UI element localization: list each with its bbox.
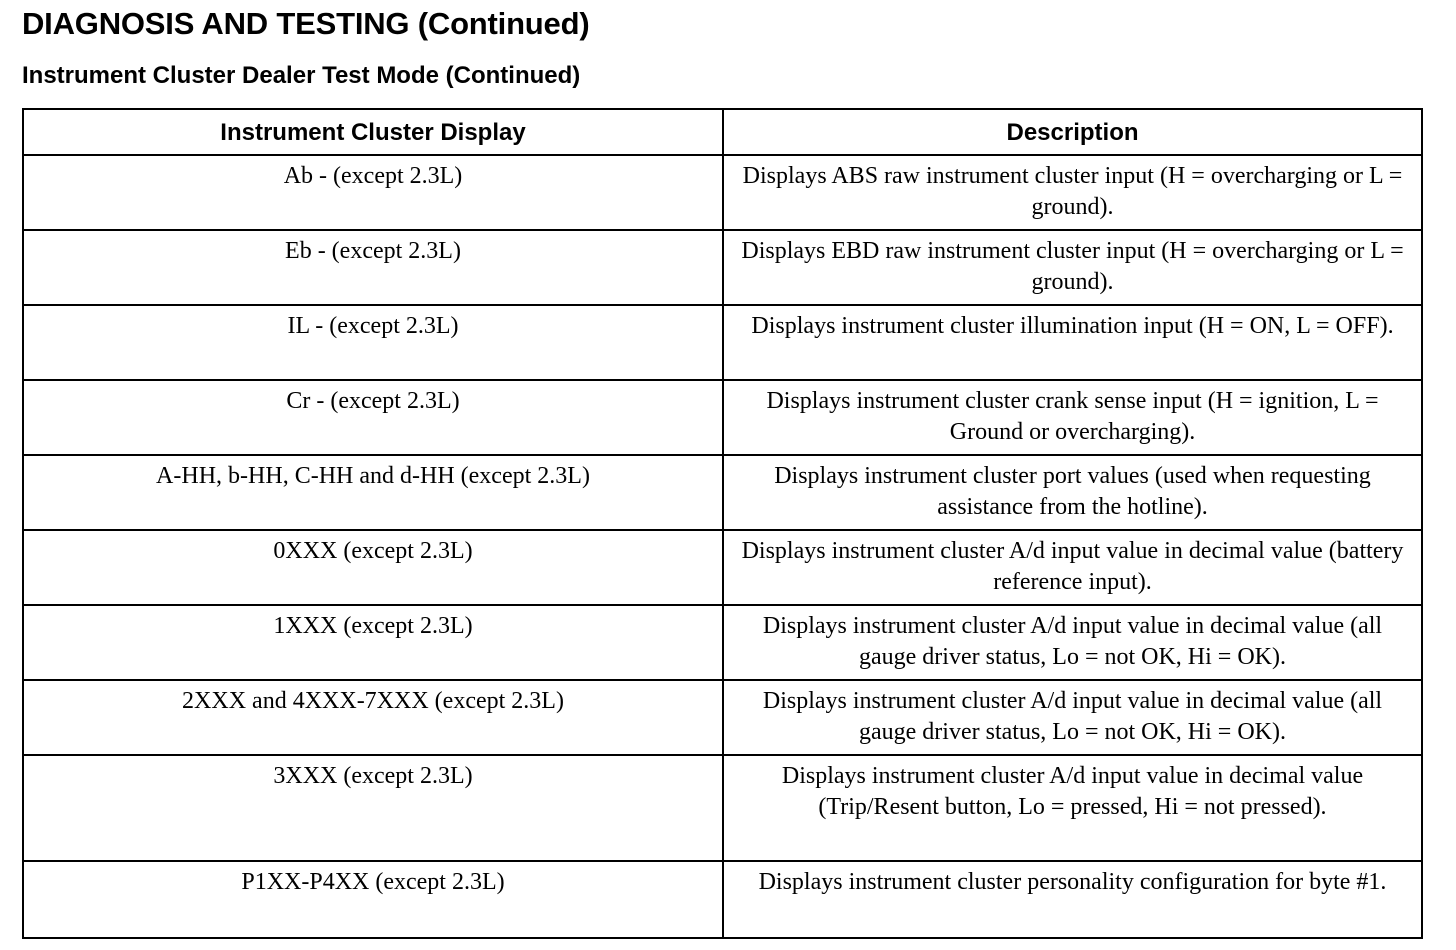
- description-cell: Displays instrument cluster port values (used when requesting assistance from the hotline).: [723, 455, 1422, 530]
- description-cell: Displays ABS raw instrument cluster input (H = overcharging or L = ground).: [723, 155, 1422, 230]
- description-cell: Displays instrument cluster personality configuration for byte #1.: [723, 861, 1422, 938]
- table-row: [23, 380, 1422, 455]
- display-cell: 3XXX (except 2.3L): [23, 755, 723, 861]
- table-header-row: [23, 109, 1422, 155]
- dealer-test-mode-table: [22, 108, 1423, 939]
- table-row: [23, 230, 1422, 305]
- table-row: [23, 605, 1422, 680]
- column-header-description: Description: [723, 109, 1422, 155]
- description-cell: Displays instrument cluster crank sense input (H = ignition, L = Ground or overcharging).: [723, 380, 1422, 455]
- table-row: [23, 155, 1422, 230]
- display-cell: Ab - (except 2.3L): [23, 155, 723, 230]
- display-cell: Eb - (except 2.3L): [23, 230, 723, 305]
- section-title: Instrument Cluster Dealer Test Mode (Continued): [22, 62, 581, 89]
- display-cell: 1XXX (except 2.3L): [23, 605, 723, 680]
- display-cell: IL - (except 2.3L): [23, 305, 723, 380]
- display-cell: 2XXX and 4XXX-7XXX (except 2.3L): [23, 680, 723, 755]
- table-row: [23, 680, 1422, 755]
- table-row: [23, 755, 1422, 861]
- page-title: DIAGNOSIS AND TESTING (Continued): [22, 6, 590, 41]
- description-cell: Displays EBD raw instrument cluster input (H = overcharging or L = ground).: [723, 230, 1422, 305]
- column-header-display: Instrument Cluster Display: [23, 109, 723, 155]
- description-cell: Displays instrument cluster illumination input (H = ON, L = OFF).: [723, 305, 1422, 380]
- table-row: [23, 530, 1422, 605]
- table-row: [23, 305, 1422, 380]
- display-cell: 0XXX (except 2.3L): [23, 530, 723, 605]
- description-cell: Displays instrument cluster A/d input value in decimal value (Trip/Resent button, Lo = pressed, Hi = not pressed).: [723, 755, 1422, 861]
- description-cell: Displays instrument cluster A/d input value in decimal value (all gauge driver status, Lo = not OK, Hi = OK).: [723, 605, 1422, 680]
- description-cell: Displays instrument cluster A/d input value in decimal value (battery reference input).: [723, 530, 1422, 605]
- table-row: [23, 455, 1422, 530]
- description-cell: Displays instrument cluster A/d input value in decimal value (all gauge driver status, Lo = not OK, Hi = OK).: [723, 680, 1422, 755]
- display-cell: P1XX-P4XX (except 2.3L): [23, 861, 723, 938]
- table-row: [23, 861, 1422, 938]
- display-cell: Cr - (except 2.3L): [23, 380, 723, 455]
- display-cell: A-HH, b-HH, C-HH and d-HH (except 2.3L): [23, 455, 723, 530]
